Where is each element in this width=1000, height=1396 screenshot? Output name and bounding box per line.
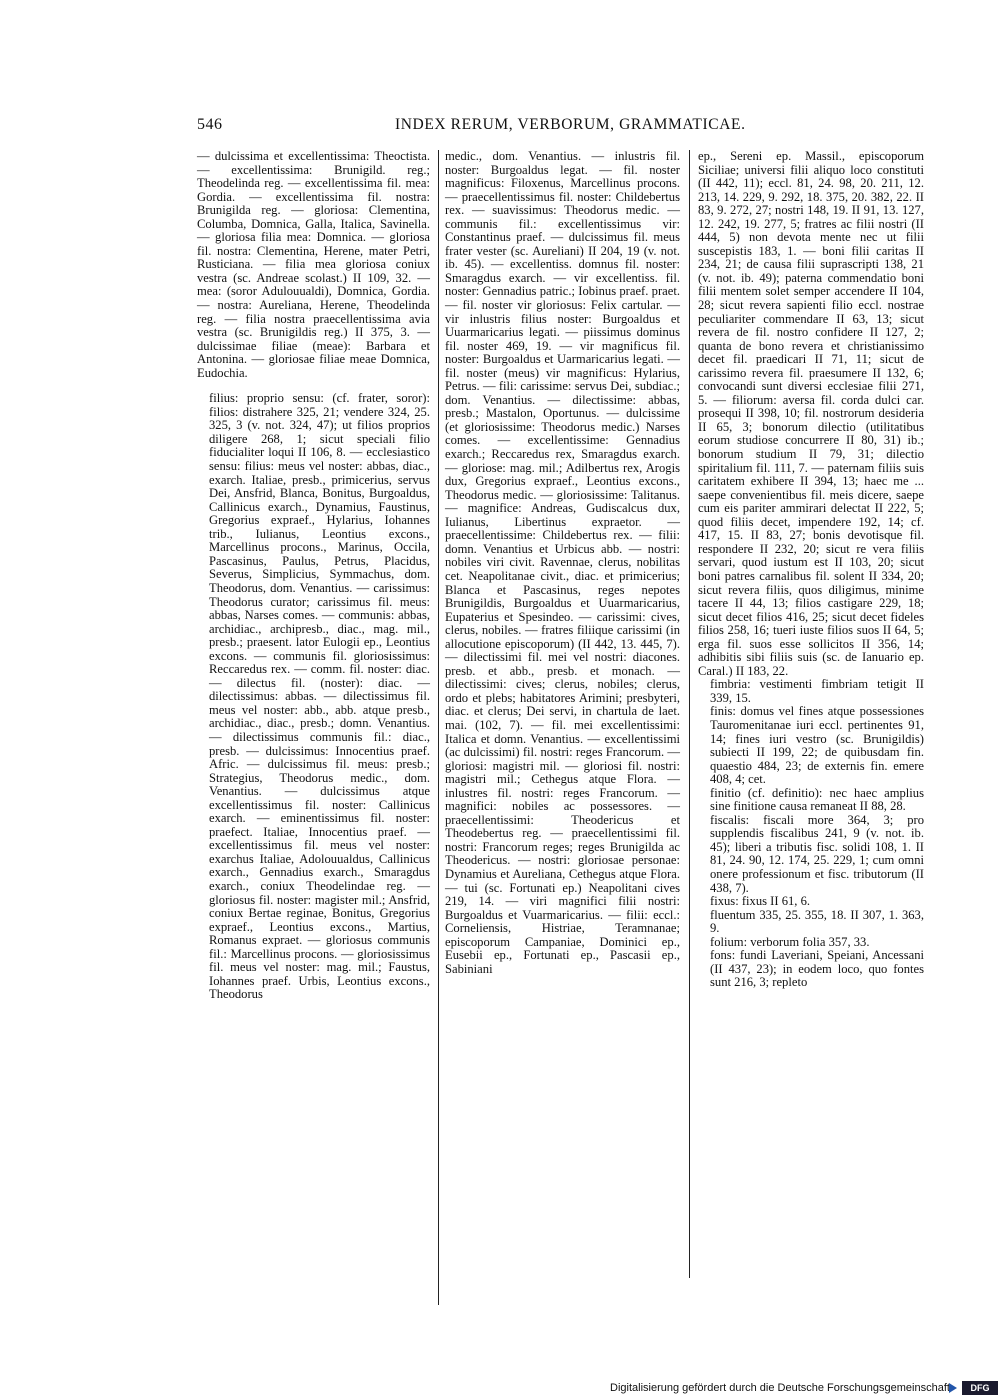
page-number: 546 [197,116,223,133]
text-column-3 [698,150,924,990]
index-entry: fixus: fixus II 61, 6. [710,894,811,909]
funding-notice: Digitalisierung gefördert durch die Deutsche Forschungsgemeinschaft [610,1382,950,1394]
index-entry: fluentum 335, 25. 355, 18. II 307, 1. 363, 9. [710,907,924,936]
index-entry: fons: fundi Laveriani, Speiani, Ancessani (II 437, 23); in eodem loco, quo fontes sunt 216, 3; repleto [710,948,924,990]
digitization-footer [580,1380,1000,1396]
dfg-logo-icon[interactable]: DFG [962,1381,998,1395]
index-entry: medic., dom. Venantius. — inlustris fil. noster: Burgoaldus legat. — fil. noster magnificus: Filoxenus, Marcellinus procons. — praecellentissimus fil. noster: Childebertus rex. — suavissimus: Theodorus medic. — communis fil.: excellentissimus vir: Constantinus praef. — dulcissimus fil. meus frater vester (sc. Aureliani) II 204, 19 (v. not. ib. 45). — excellentiss. domnus fil. noster: Smaragdus exarch. — vir excellentiss. fil. noster: Gennadius patric.; Iobinus praef. praet. — fil. noster vir gloriosus: Felix cartular. — vir inlustris filius noster: Burgoaldus et Uuarmaricarius legati. — piissimus dominus fil. noster 469, 19. — vir magnificus fil. noster: Burgoaldus et Uarmaricarius legati. — fil. noster (meus) vir magnificus: Hylarius, Petrus. — fili: carissime: servus Dei, subdiac.; dom. Venantius. — dilectissime: abbas, presb.; Mastalon, Oportunus. — dulcissime (et gloriosissime: Theodorus medic.) Narses comes. — excellentissime: Gennadius exarch.; Reccaredus rex, Smaragdus exarch. — gloriose: mag. mil.; Adilbertus rex, Arogis dux, Gregorius expraef., Leontius excons., Theodorus medic. — gloriosissime: Talitanus. — magnifice: Andreas, Gudiscalcus dux, Iulianus, Libertinus expraetor. — praecellentissime: Childebertus rex. — filii: domn. Venantius et Urbicus abb. — nostri: nobiles viri civit. Ravennae, clerus, nobilitas cet. Neapolitanae civit., diac. et primicerius; Blanca et Pascasinus, reges nepotes Brunigildis, Burgoaldus et Uuarmaricarius, Eupaterius et Spesindeo. — carissimi: cives, clerus, nobiles. — fratres filiique carissimi (in allocutione episcoporum) (II 442, 13. 445, 7). — dilectissimi fil. mei vel nostri: diacones. presb. et abb., presb. et monach. — dilectissimi: cives; clerus, nobiles; clerus, ordo et plebs; habitatores Arimini; presbyteri, diac. et clerus; Dei servi, in chartula de laet. mai. (102, 7). — fil. mei excellentissimi: Italica et domn. Venantius. — excellentissimi (ac dulcissimi) fil. nostri: reges Francorum. — gloriosi: magistri mil. — gloriosi fil. nostri: magistri mil.; Cethegus atque Flora. — inlustres fil. nostri: reges Francorum. — magnifici: nobiles ac possessores. — praecellentissimi: Theodericus et Theodebertus reg. — praecellentissimi fil. nostri: Francorum reges; reges Brunigilda ac Theodericus. — nostri: gloriosae personae: Dynamius et Aureliana, Cethegus atque Flora. — tui (sc. Fortunati ep.) Neapolitani cives 219, 14. — viri magnifici filii nostri: Burgoaldus et Vuarmaricarius. — filii: eccl.: Corneliensis, Histriae, Teramnanae; episcoporum Campaniae, Dominici ep., Eusebii ep., Fortunati ep., Pascasii ep., Sabiniani [445,149,680,976]
index-entry: folium: verborum folia 357, 33. [710,934,870,949]
running-title: INDEX RERUM, VERBORUM, GRAMMATICAE. [395,116,746,133]
index-entry: finis: domus vel fines atque possessiones Tauromenitanae iuri eccl. pertinentes 91, 14; fines iuri vestro (sc. Brunigildis) subiecti II 199, 22; de quibusdam fin. quaestio 484, 23; de externis fin. emere 408, 4; cet. [710,704,924,787]
text-column-2 [445,150,680,976]
index-entry: ep., Sereni ep. Massil., episcoporum Siciliae; universi filii aliquo loco constituti (II 442, 11); eccl. 81, 24. 98, 20. 211, 12. 213, 14. 229, 9. 292, 18. 375, 20. 382, 22. II 83, 9. 272, 27; nostri 148, 19. II 91, 13. 127, 12. 242, 19. 277, 5; fratres ac filii nostri (II 444, 5) non devota mente nec ut filii suscepistis 183, 1. — boni filii caritas II 234, 21; de causa filii suprascripti 138, 21 (v. not. ib. 49); paterna commendatio boni filii mentem solet semper accendere II 104, 28; sicut revera sapienti filio eccl. nostrae peculiariter commendare II 63, 13; sicut revera de fil. nostro confidere II 127, 2; quanta de bono revera et christianissimo decet fil. praedicari II 71, 11; sicut de carissimo revera fil. praesumere II 132, 6; convocandi sunt diversi ecclesiae filii 271, 5. — filiorum: aversa fil. corda dulci car. prosequi II 398, 10; fil. nostrorum desideria II 65, 3; bonorum dilectio (utilitatibus eorum studiose concurrere II 80, 31) ib.; bonorum studium II 79, 31; dilectio spiritalium fil. 111, 7. — paternam filiis suis caritatem exhibere II 394, 13; haec me ... saepe convenientibus fil. meis dicere, saepe cum eis pariter ammirari delectat II 222, 5; quod filiis decet, impendere 192, 14; cf. 417, 15. II 83, 27; bonis devotisque fil. respondere II 232, 20; sicut re vera filiis servari, quod iustum est II 103, 20; sicut boni patres carnalibus fil. solent II 334, 20; sicut revera filiis, quos diligimus, minime tacere II 44, 13; filios castigare 229, 18; sicut decet filios 416, 25; sicut decet fideles filios 258, 16; tueri iuste filios suos II 64, 5; erga fil. suos esse sollicitos II 356, 14; adhibitis sibi filiis suis (sc. de Ianuario ep. Caral.) II 183, 22. [698,149,924,678]
column-divider [438,150,439,1305]
text-column-1 [197,150,430,1002]
column-divider [689,150,690,1278]
index-entry: fiscalis: fiscali more 364, 3; pro supplendis fiscalibus 241, 9 (v. not. ib. 45); liberi a tributis fisc. solidi 108, 1. II 81, 24. 90, 12. 174, 25. 229, 1; cum omni onere professionum et fisc. tributorum (II 438, 7). [710,812,924,895]
index-entry: fimbria: vestimenti fimbriam tetigit II 339, 15. [710,677,924,705]
arrow-icon [949,1383,957,1393]
index-entry: finitio (cf. definitio): nec haec amplius sine finitione causa remaneat II 88, 28. [710,785,924,814]
index-entry: — dulcissima et excellentissima: Theoctista. — excellentissima: Brunigild. reg.; Theodelinda reg. — excellentissima fil. mea: Gordia. — excellentissima fil. nostra: Brunigilda reg. — gloriosa: Clementina, Columba, Domnica, Galla, Italica, Savinella. — gloriosa filia mea: Domnica. — gloriosa fil. nostra: Clementina, Herene, mater Petri, Rusticiana. — filia mea gloriosa coniux vestra (sc. Andreae scolast.) II 109, 32. — mea: (soror Adulouualdi), Domnica, Gordia. — nostra: Aureliana, Herene, Theodelinda reg. — filia nostra praecellentissima avia vestra (sc. Brunigildis reg.) II 375, 3. — dulcissimae filiae (meae): Barbara et Antonina. — gloriosae filiae meae Domnica, Eudochia. [197,149,430,380]
index-entry: filius: proprio sensu: (cf. frater, soror): filios: distrahere 325, 21; vendere 324, 25. 325, 3 (v. not. 324, 47); ut filios proprios diligere 268, 1; sicut speciali filio fiducialiter loqui II 106, 8. — ecclesiastico sensu: filius: meus vel noster: abbas, diac., exarch. Italiae, presb., primicerius, servus Dei, Ansfrid, Blanca, Bonitus, Burgoaldus, Callinicus exarch., Dynamius, Faustinus, Gregorius expraef., Hylarius, Iohannes trib., Iulianus, Leontius excons., Marcellinus procons., Marinus, Occila, Pascasinus, Paulus, Petrus, Placidus, Severus, Simplicius, Symmachus, dom. Theodorus, dom. Venantius. — carissimus: Theodorus curator; carissimus fil. meus: abbas, Narses comes. — communis: abbas, archidiac., archipresb., diac., mag. mil., presb.; praesent. lator Eulogii ep., Leontius excons. — communis fil. gloriosissimus: Reccaredus rex. — comm. fil. noster: diac. — dilectus fil. (noster): diac. — dilectissimus: abbas. — dilectissimus fil. meus vel noster: abb., abb. atque presb., archidiac., diac., presb.; domn. Venantius. — dilectissimus communis fil.: diac., presb. — dulcissimus: Innocentius praef. Afric. — dulcissimus fil. meus: presb.; Strategius, Theodorus medic., dom. Venantius. — dulcissimus atque excellentissimus fil. noster: Callinicus exarch. — eminentissimus fil. noster: praefect. Italiae, Innocentius praef. — excellentissimus fil. meus vel noster: exarchus Italiae, Adolouualdus, Callinicus exarch., Gennadius exarch., Smaragdus exarch., coniux Theodelindae reg. — gloriosus fil. noster: magister mil.; Ansfrid, coniux Bertae reginae, Bonitus, Gregorius expraef., Leontius excons., Martius, Romanus expraet. — gloriosus communis fil.: Marcellinus procons. — gloriosissimus fil. meus vel noster: mag. mil.; Faustus, Iohannes praef. Urbis, Leontius excons., Theodorus [209,391,430,1002]
